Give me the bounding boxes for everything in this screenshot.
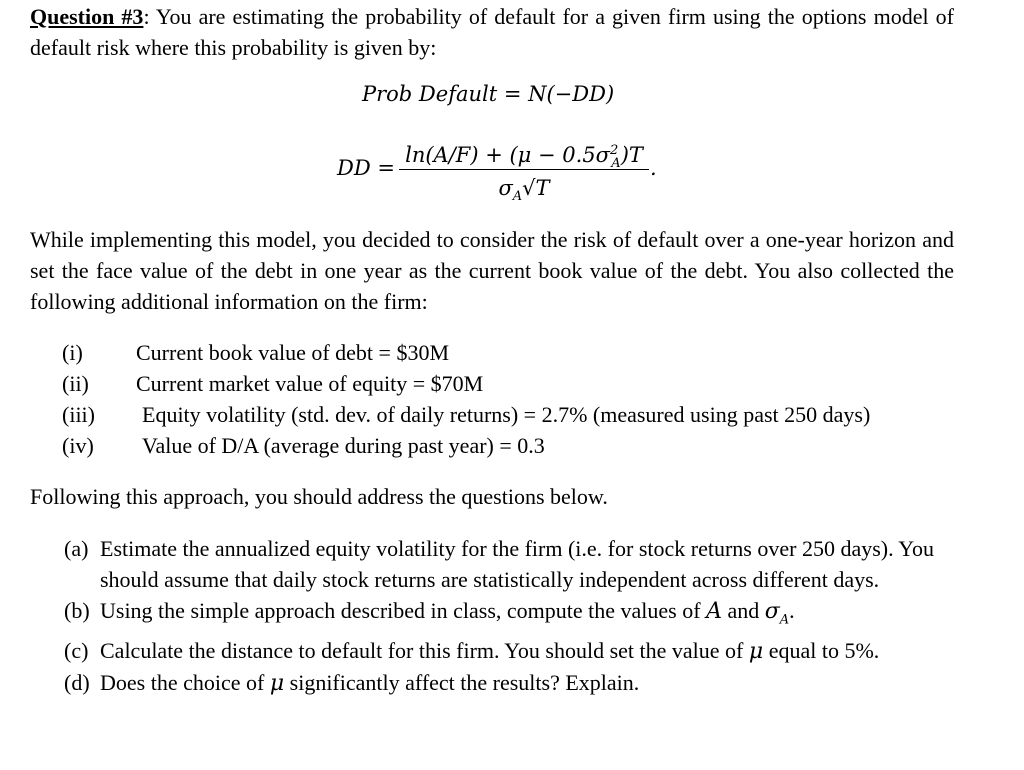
intro-text: : You are estimating the probability of default for a given firm using the options model of default risk where this probability is given by: [30, 4, 954, 60]
question-intro [30, 1, 954, 63]
document-page: Question #3: You are estimating the probability of default for a given firm using the options model of default risk where this probability is given by: Prob Default = N(−DD) DD = $\ln(A/F) + (\mu - 0.5\sigma^2_A)T$ $\sigma_A√T$ . While implementing this model, you decided to consider the risk of default over a one-year horizon and set the face value of the debt in one year as the current book value of the debt. You also collected the following additional information on the firm: (i) Current book value of debt = $30M (ii) Current market value of equity = $70M (iii) Equity volatility (std. dev. of daily returns) = 2.7% (measured using past 250 days) (iv) Value of D/A (average during past year) = 0.3 Following this approach, you should address the questions below. (a) Estimate the annualized equity volatility for the firm (i.e. for stock returns over 250 days). You should assume that daily stock returns are statistically independent across different days. (b) Using the simple approach described in class, compute the values of A and $\sigma_A$. (c) Calculate the distance to default for this firm. You should set the value of μ equal to 5%. (d) Does the choice of μ significantly affect the results? Explain. [0, 0, 1024, 770]
question-item-c: (c) Calculate the distance to default for this firm. You should set the value of μ equal to 5%. [64, 638, 880, 665]
dd-lhs: DD = [337, 156, 395, 180]
prob-default-formula: Prob Default = N(−DD) [362, 82, 615, 106]
approach-text: Following this approach, you should address the questions below. [30, 484, 608, 509]
formula-period: . [650, 156, 657, 180]
question-item-d: (d) Does the choice of μ significantly affect the results? Explain. [64, 670, 640, 697]
question-item-a: (a) Estimate the annualized equity volatility for the firm (i.e. for stock returns over 250 days). You should assume that daily stock returns are statistically independent across different days. [64, 536, 934, 592]
question-item-b: (b) Using the simple approach described in class, compute the values of A and $\sigma_A$. [64, 598, 795, 628]
question-list [64, 533, 944, 699]
dd-fraction [399, 136, 649, 205]
model-description: While implementing this model, you decided to consider the risk of default over a one-year horizon and set the face value of the debt in one year as the current book value of the debt. You also collected the following additional information on the firm: [30, 227, 954, 314]
question-heading: Question #3 [30, 4, 144, 29]
dd-denominator: $\sigma_A√T$ [498, 176, 550, 205]
dd-numerator: $\ln(A/F) + (\mu - 0.5\sigma^2_A)T$ [405, 143, 643, 172]
